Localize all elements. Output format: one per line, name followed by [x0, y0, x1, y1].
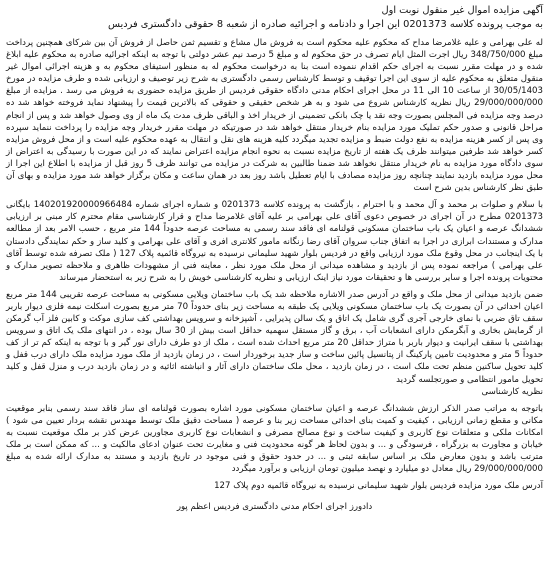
property-description-paragraph: ضمن بازدید میدانی از محل ملک و واقع در آدرس صدر الاشاره ملاحظه شد یک باب ساختمان ویلایی مسکونی به مساحت عرصه تقریبی 144 متر مربع اعیان احداثی در آن بصورت یک باب ساختمان مسکونی ویلایی یک طبقه به مساحت زیر بنای حدوداً 70 متر مربع بصورت اسکلت نیمه فلزی دیوار باربر سقف تاق ضربی با نمای خارجی آجری گری شامل یک اتاق و یک سالن پذیرایی ، آشپزخانه و سرویس بهداشتی کف سازی موکت و کابین فلز آب گرمکن از گرمایش بخاری و آبگرمکن دارای انشعابات آب ، برق و گاز مستقل سهمیه حداقل است بیش از 30 سال بوده ، در انتهای ملک یک اتاق و سرویس بهداشتی با سقف ایرانیت و دیوار باربر با متراژ حداقل 20 متر مربع احداث شده است ، ملک از دو طرف دارای نور گیر و با توجه به اینکه کم تر از کف حدوداً 5 متر و محدودیت تامین پارکینگ از پتانسیل پائین ساخت و ساز جدید برخوردار است ، در زمان بازدید از ملک مورد مزایده ملک دارای درب قفل و کلید تحویل ساکنین منظم تحت ملک است ، در زمان بازدید ، محل ملک ساختمان دارای آثار و انباشته اثاثیه و در زمان بازدید درب و منزل قفل و کلید تحویل مامور انتظامی و صورتجلسه گردید [6, 289, 544, 385]
notice-title: آگهی مزایده اموال غیر منقول نوبت اول [381, 5, 543, 16]
property-address: آدرس ملک مورد مزایده فردیس بلوار شهید سلیمانی نرسیده به نیروگاه قائمیه دوم پلاک 127 [214, 481, 543, 492]
opinion-heading: نظریه کارشناسی [481, 386, 543, 397]
case-line: به موجب پرونده کلاسه 0201373 این اجرا و دادنامه و اجرائیه صادره از شعبه 8 حقوقی دادگستری فردیس [107, 19, 543, 30]
expert-intro-paragraph: با سلام و صلوات بر محمد و آل محمد و با احترام ، بازگشت به پرونده کلاسه 0201373 و شماره اجرای شماره 140201920000966484 بایگانی 0201373 مطرح در آن اجرای در خصوص دعوی آقای علی بهرامی بر علیه آقای غلامرضا مداح و قرار کارشناسی مقام محترم کار مبنی بر ارزیابی ششدانگ عرصه و اعیان یک باب ساختمان مسکونی قولنامه ای فاقد سند رسمی به مساحت عرصه حدوداً 144 متر مربع ، حسب الامر بعد از مطالعه مدارک و مستندات ابرازی در اجرا به اتفاق جناب سروان آقای رضا زنگانه مامور کلانتری افری و آقای علی بهرامی و کلید ساز و حکم نمایندگی دادستان با یک اینجانب در محل وقوع ملک مورد ارزیابی واقع در فردیس بلوار شهید سلیمانی نرسیده به نیروگاه قائمیه پلاک 127 ( ملک تصرفه شده توسط آقای علی بهرامی ) مراجعه نموده پس از بازدید و مشاهده میدانی از محل ملک مورد نظر ، معاینه فنی از مشهودات ظاهری و ملاحظه تصویر مدارک و محتویات پرونده اجرا و سایر بررسی ها و تحقیقات مورد نیاز اینک ارزیابی و نظریه کارشناسی خویش را به شرح زیر به استحضار میرساند [6, 200, 544, 283]
spacer [6, 492, 543, 501]
signature-line: دادورز اجرای احکام مدنی دادگستری فردیس اعظم پور [176, 502, 373, 513]
auction-terms-paragraph: له علی بهرامی و علیه غلامرضا مداح که محکوم علیه محکوم است به فروش مال مشاع و تقسیم ثمن حاصل از فروش آن بین شرکای همچنین پرداخت مبلغ 348/750/000 ریال اجرت المثل ایام تصرف در حق محکوم له و مبلغ 5 درصد نیم عشر دولتی با توجه به اینکه اجرائیه صادره به محکوم علیه ابلاغ شده و در مهلت مقرر نسبت به اجرای حکم اقدام ننموده است بنا به درخواست محکوم له به منظور استیفای محکوم به و هزینه اجرائی اموال غیر منقول متعلق به محکوم علیه از سوی این اجرا توقیف و توسط کارشناس رسمی دادگستری به شرح زیر توصیف و ارزیابی شده و طرف مزایده در مورخ 30/05/1403 از ساعت 10 الی 11 در محل اجرای احکام مدنی دادگاه حقوقی فردیس از طریق مزایده حضوری به فروش می رسد . مزایده از مبلغ 29/000/000/000 ریال نظریه کارشناس شروع می شود و به هر شخص حقیقی و حقوقی که بالاترین قیمت را پیشنهاد نماید فروخته خواهد شد ده درصد وجه مزایده فی المجلس بصورت وجه نقد یا چک بانکی تضمینی از خریدار اخذ و الباقی ظرف مدت یک ماه از وی وصول خواهد شد و پس از انجام مراحل قانونی و صدور حکم تملیک مورد مزایده بنام خریدار منتقل خواهد شد در صورتیکه در مهلت مقرر خریدار وجه مزایده را پرداخت ننماید سپرده وی پس از کسر هزینه مزایده به نفع دولت ضبط و مزایده تجدید میگردد کلیه هزینه های نقل و انتقال به عهده محکوم علیه است و از محل فروش مزایده کسر خواهد شد طرفین میتوانند ظرف یک هفته از تاریخ مزایده نسبت به نحوه انجام مزایده اعتراض نمایند که در این صورت با رسیدگی به اعتراض از سوی دادگاه مورد مزایده به نام خریدار منتقل نخواهد شد ضمنا طالبین به شرکت در مزایده می توانند ظرف 5 روز قبل از مزایده با اطلاع این اجرا از محل مورد مزایده بازدید نمایند چنانچه روز مزایده مصادف با ایام تعطیل باشد روز بعد در همان ساعت و مکان برگزار خواهد شد مورد مزایده و بهای آن طبق نظر کارشناس بدین شرح است [6, 38, 543, 194]
opinion-paragraph: باتوجه به مراتب صدر الذکر ارزش ششدانگ عرصه و اعیان ساختمان مسکونی مورد اشاره بصورت قولنامه ای ساز فاقد سند رسمی بنابر موقعیت مکانی و مقطع زمانی ارزیابی ، کیفیت و کمیت بنای احداثی مساحت زیر بنا و عرصه ( مساحت دقیق ملک توسط مهندس نقشه بردار تعیین می شود ) امکانات ملکی و متعلقات نوع کاربری و کیفیت ساخت و نوع مصالح مصرفی و انشعابات نوع کاربری مجاورین عرض کذر بر ملک موقعیت نسبت به خیابان و مجاورت به بزرگراه ، فرسودگی و ... و بدون لحاظ هر گونه محدودیت فنی و مغایرت تحت عنوان ادعای مالکیت و ... که ممکن است بر ملک مترتب باشد و بدون معارض ملک بر اساس سابقه ثبتی و ... در حدود حقوق و فنی موجود در تاریخ بازدید و مستند به مدارک ارائه شده به مبلغ 29/000/000/000 ریال معادل دو میلیارد و نهصد میلیون تومان ارزیابی و برآورد میگردد [6, 403, 543, 475]
